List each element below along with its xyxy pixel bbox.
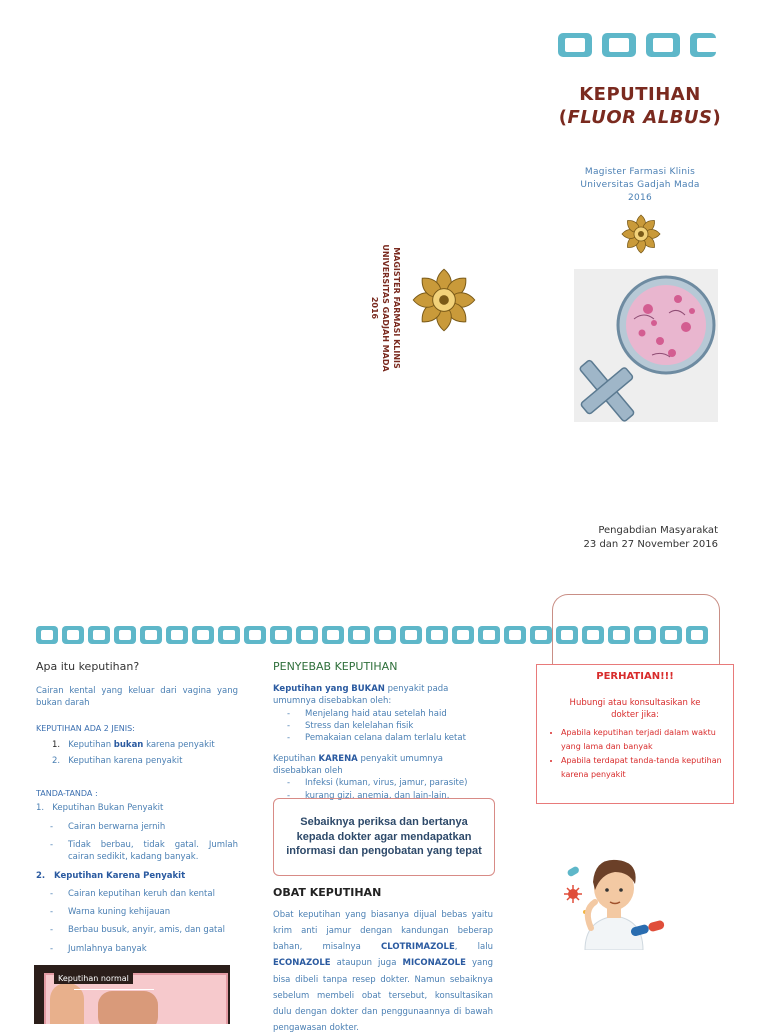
section-heading: Apa itu keputihan? (36, 660, 140, 673)
chain-link (660, 626, 682, 644)
drug-text: , lalu (454, 942, 493, 953)
chain-link (504, 626, 526, 644)
drug-name: MICONAZOLE (402, 958, 466, 969)
org-line: Magister Farmasi Klinis (584, 167, 696, 177)
drug-text: Obat keputihan yang biasanya dijual bebas yaitu krim anti jamur dengan kandungan beberap bahan, misalnya (273, 910, 493, 953)
back-year: 2016 (369, 296, 379, 320)
female-symbol-microscope-image (574, 269, 718, 422)
chain-link (348, 626, 370, 644)
cover-title-line1: KEPUTIHAN (579, 84, 701, 105)
discharge-strand (74, 989, 154, 990)
chain-link (690, 33, 716, 57)
list-item: - kurang gizi, anemia, dan lain-lain. (273, 790, 493, 802)
type-emphasis: bukan (113, 739, 144, 750)
finger-shape (98, 991, 158, 1024)
attention-heading: PERHATIAN!!! (596, 671, 674, 682)
signs-group-2 (36, 870, 238, 956)
list-item: - Cairan keputihan keruh dan kental (36, 888, 238, 900)
list-number: 2. (52, 755, 61, 766)
chain-link (646, 33, 680, 57)
drug-name: CLOTRIMAZOLE (381, 942, 455, 953)
drug-text: yang bisa dibeli tanpa resep dokter. Namun sebaiknya sebelum membeli obat tersebut, konsultasikan dulu dengan dokter dan penggunaannya di bawah pengawasan dokter. (273, 958, 494, 1033)
type-text: Keputihan (68, 739, 112, 750)
type-item-2 (36, 755, 238, 767)
chain-link (244, 626, 266, 644)
event-date: 23 dan 27 November 2016 (583, 538, 718, 550)
paren: ) (712, 107, 722, 128)
list-item: - Warna kuning kehijauan (36, 906, 238, 918)
chain-link (634, 626, 656, 644)
section-heading: OBAT KEPUTIHAN (273, 886, 382, 899)
list-number: 1. (52, 739, 61, 750)
chain-link (558, 33, 592, 57)
list-number: 1. (36, 803, 45, 814)
chain-link (608, 626, 630, 644)
chain-link (140, 626, 162, 644)
chain-link (374, 626, 396, 644)
list-item: - Jumlahnya banyak (36, 943, 238, 955)
advice-text: Sebaiknya periksa dan bertanya kepada dokter agar mendapatkan informasi dan pengobatan yang tepat (286, 815, 482, 858)
org-line: Universitas Gadjah Mada (580, 180, 700, 191)
cause-emphasis: KARENA (318, 753, 358, 764)
photo-label: Keputihan normal (54, 973, 133, 984)
cause-text: penyakit umumnya disebabkan oleh (273, 753, 443, 776)
cause-text: penyakit pada umumnya disebabkan oleh: (273, 684, 449, 707)
chain-link (36, 626, 58, 644)
ugm-logo-small (620, 213, 662, 255)
cause-intro-1 (273, 683, 493, 708)
chain-link (478, 626, 500, 644)
chain-link (556, 626, 578, 644)
back-line: MAGISTER FARMASI KLINIS (392, 247, 401, 369)
chain-link (686, 626, 708, 644)
list-item: - Berbau busuk, anyir, amis, dan gatal (36, 924, 238, 936)
list-item: - Tidak berbau, tidak gatal. Jumlah cairan sedikit, kadang banyak. (36, 839, 238, 864)
attention-intro: Hubungi atau konsultasikan ke dokter jika: (569, 698, 701, 720)
column-definition (36, 660, 238, 961)
back-line: UNIVERSITAS GADJAH MADA (380, 244, 390, 372)
cause-emphasis: BUKAN (351, 684, 385, 694)
list-item: - Pemakaian celana dalam terlalu ketat (273, 732, 493, 744)
list-item: - Cairan berwarna jernih (36, 821, 238, 833)
column-drugs (273, 886, 493, 1036)
chain-link (602, 33, 636, 57)
cover-title-italic: FLUOR ALBUS (567, 107, 713, 128)
chain-link (582, 626, 604, 644)
drug-text: ataupun juga (336, 958, 397, 969)
type-text: karena penyakit (146, 739, 215, 750)
cover-event (560, 524, 718, 551)
chain-link (530, 626, 552, 644)
type-item-1 (36, 739, 238, 751)
decorative-chain-top (558, 33, 716, 57)
chain-link (88, 626, 110, 644)
chain-link (62, 626, 84, 644)
list-number: 2. (36, 870, 46, 881)
chain-link (322, 626, 344, 644)
chain-link (192, 626, 214, 644)
signs-title: Keputihan Karena Penyakit (54, 870, 186, 881)
signs-heading: TANDA-TANDA : (36, 789, 98, 799)
list-item: - Stress dan kelelahan fisik (273, 720, 493, 732)
chain-link (114, 626, 136, 644)
paren: ( (558, 107, 568, 128)
chain-link (426, 626, 448, 644)
cover-title (540, 84, 740, 128)
drug-paragraph (273, 907, 493, 1036)
normal-discharge-photo (34, 965, 230, 1024)
chain-link (218, 626, 240, 644)
chain-link (400, 626, 422, 644)
signs-group-title (36, 870, 238, 882)
back-panel-text (369, 238, 402, 378)
cause-text: Keputihan (273, 753, 316, 764)
decorative-chain-divider (36, 626, 732, 644)
cover-title-line2 (540, 107, 740, 128)
list-item: • Apabila terdapat tanda-tanda keputihan karena penyakit (561, 754, 723, 782)
types-heading: KEPUTIHAN ADA 2 JENIS: (36, 723, 135, 733)
chain-link (166, 626, 188, 644)
type-text: Keputihan karena penyakit (68, 755, 183, 766)
attention-box (536, 664, 734, 804)
doctor-illustration (555, 850, 670, 950)
list-item: - Infeksi (kuman, virus, jamur, parasite) (273, 777, 493, 789)
chain-link (270, 626, 292, 644)
event-line: Pengabdian Masyarakat (598, 525, 718, 536)
cause-intro-2 (273, 753, 493, 778)
drug-name: ECONAZOLE (273, 958, 331, 969)
signs-group-title (36, 802, 238, 814)
cause-emphasis: Keputihan yang (273, 684, 349, 694)
signs-title: Keputihan Bukan Penyakit (52, 803, 164, 814)
org-year: 2016 (627, 193, 653, 204)
chain-link (452, 626, 474, 644)
advice-box (273, 798, 495, 876)
list-item: • Apabila keputihan terjadi dalam waktu yang lama dan banyak (561, 726, 723, 754)
chain-link (296, 626, 318, 644)
column-causes (273, 660, 493, 802)
attention-list (547, 726, 723, 782)
list-item: - Menjelang haid atau setelah haid (273, 708, 493, 720)
signs-group-1 (36, 802, 238, 863)
definition-text: Cairan kental yang keluar dari vagina yang bukan darah (36, 686, 238, 709)
section-heading: PENYEBAB KEPUTIHAN (273, 660, 398, 673)
ugm-logo-large (410, 266, 478, 334)
cover-organization (560, 166, 720, 205)
